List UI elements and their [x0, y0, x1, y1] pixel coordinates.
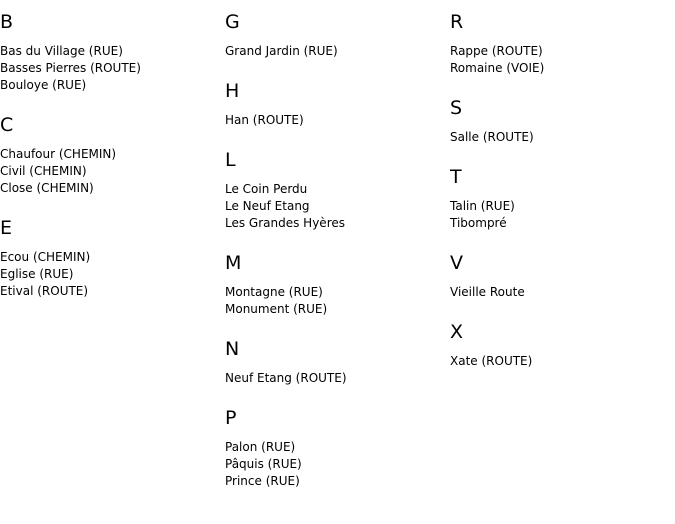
section-letter-heading: L	[225, 149, 236, 171]
letter-section	[225, 80, 445, 129]
street-link[interactable]: Le Neuf Etang	[225, 199, 310, 213]
letter-section	[225, 407, 445, 490]
street-link[interactable]: Tibompré	[450, 216, 507, 230]
letter-section	[0, 217, 220, 300]
street-link[interactable]: Chaufour (CHEMIN)	[0, 147, 117, 161]
street-link[interactable]: Vieille Route	[450, 285, 525, 299]
section-letter-heading: R	[450, 11, 464, 33]
letter-section	[450, 252, 670, 301]
street-link[interactable]: Le Coin Perdu	[225, 182, 308, 196]
section-letter-heading: P	[225, 407, 237, 429]
section-letter-heading: X	[450, 321, 464, 343]
street-link[interactable]: Grand Jardin (RUE)	[225, 44, 338, 58]
letter-section	[225, 149, 445, 232]
letter-section	[0, 114, 220, 197]
street-link[interactable]: Romaine (VOIE)	[450, 61, 545, 75]
index-column-3	[450, 0, 670, 370]
section-letter-heading: G	[225, 11, 240, 33]
section-letter-heading: M	[225, 252, 242, 274]
letter-section	[450, 11, 670, 77]
street-link[interactable]: Basses Pierres (ROUTE)	[0, 61, 141, 75]
street-link[interactable]: Rappe (ROUTE)	[450, 44, 543, 58]
street-link[interactable]: Xate (ROUTE)	[450, 354, 533, 368]
street-link[interactable]: Palon (RUE)	[225, 440, 296, 454]
section-letter-heading: C	[0, 114, 14, 136]
section-letter-heading: B	[0, 11, 14, 33]
street-link[interactable]: Prince (RUE)	[225, 474, 300, 488]
letter-section	[225, 338, 445, 387]
index-column-2	[225, 0, 445, 490]
index-column-1	[0, 0, 220, 300]
section-letter-heading: T	[450, 166, 462, 188]
letter-section	[450, 97, 670, 146]
street-link[interactable]: Etival (ROUTE)	[0, 284, 89, 298]
street-link[interactable]: Les Grandes Hyères	[225, 216, 345, 230]
street-link[interactable]: Han (ROUTE)	[225, 113, 304, 127]
street-link[interactable]: Civil (CHEMIN)	[0, 164, 87, 178]
street-link[interactable]: Talin (RUE)	[450, 199, 515, 213]
street-link[interactable]: Pâquis (RUE)	[225, 457, 302, 471]
street-link[interactable]: Ecou (CHEMIN)	[0, 250, 91, 264]
section-letter-heading: V	[450, 252, 463, 274]
street-link[interactable]: Neuf Etang (ROUTE)	[225, 371, 347, 385]
letter-section	[225, 252, 445, 318]
street-link[interactable]: Eglise (RUE)	[0, 267, 74, 281]
street-link[interactable]: Bas du Village (RUE)	[0, 44, 123, 58]
letter-section	[450, 321, 670, 370]
street-link[interactable]: Salle (ROUTE)	[450, 130, 534, 144]
letter-section	[450, 166, 670, 232]
street-link[interactable]: Monument (RUE)	[225, 302, 328, 316]
letter-section	[0, 11, 220, 94]
section-letter-heading: N	[225, 338, 240, 360]
section-letter-heading: E	[0, 217, 13, 239]
letter-section	[225, 11, 445, 60]
street-link[interactable]: Montagne (RUE)	[225, 285, 323, 299]
section-letter-heading: S	[450, 97, 463, 119]
street-link[interactable]: Close (CHEMIN)	[0, 181, 94, 195]
section-letter-heading: H	[225, 80, 240, 102]
street-link[interactable]: Bouloye (RUE)	[0, 78, 87, 92]
